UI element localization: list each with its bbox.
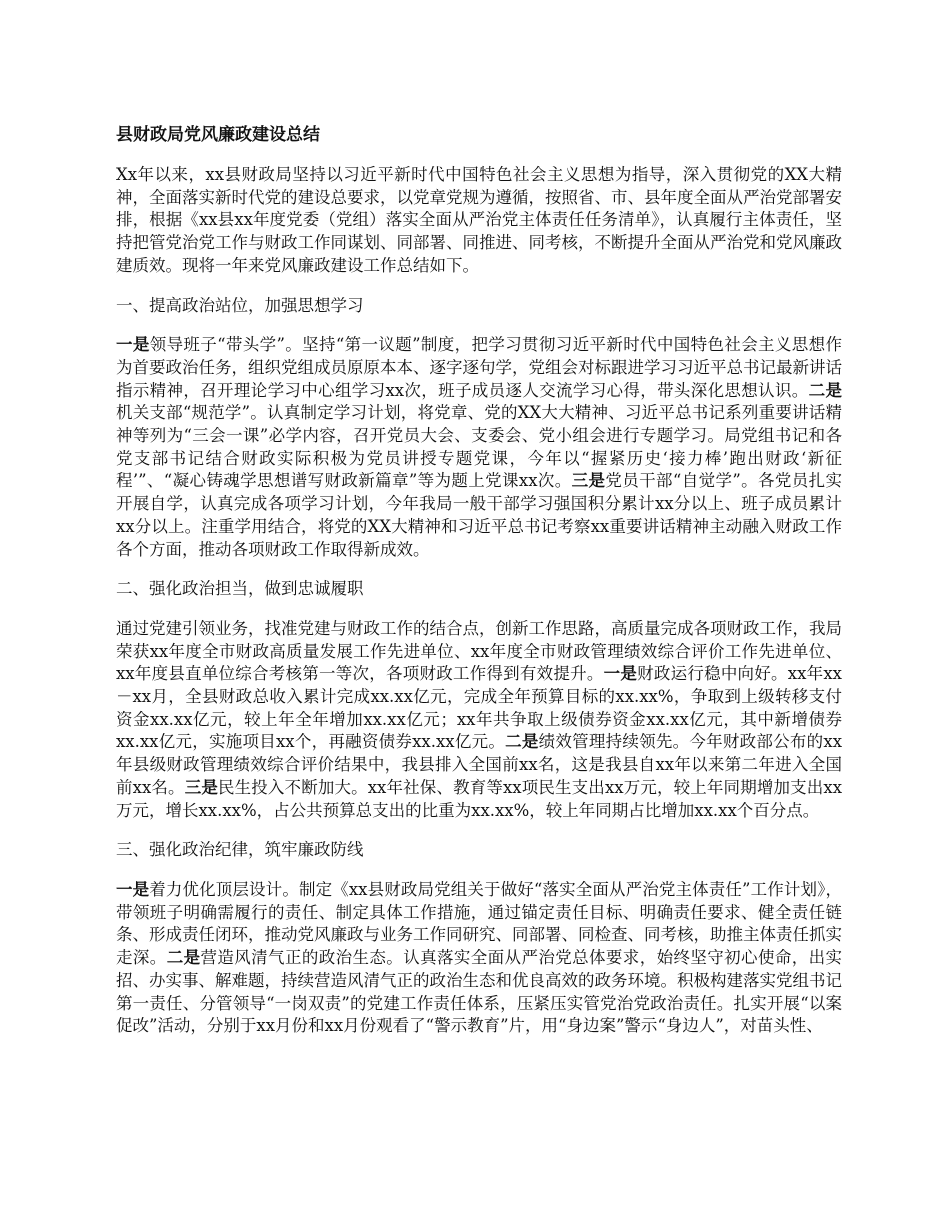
section-1-heading: 一、提高政治站位，加强思想学习 — [116, 295, 364, 315]
intro-paragraph: Xx年以来，xx县财政局坚持以习近平新时代中国特色社会主义思想为指导，深入贯彻党的XX大精神，全面落实新时代党的建设总要求，以党章党规为遵循，按照省、市、县年度全面从严治党部署安排，根据《xx县xx年度党委（党组）落实全面从严治党主体责任任务清单》，认真履行主体责任，坚持把管党治党工作与财政工作同谋划、同部署、同推进、同考核，不断提升全面从严治党和党风廉政建质效。现将一年来党风廉政建设工作总结如下。 — [116, 165, 842, 275]
section-3-text-1: 着力优化顶层设计。制定《xx县财政局党组关于做好“落实全面从严治党主体责任”工作计划》，带领班子明确需履行的责任、制定具体工作措施，通过锚定责任目标、明确责任要求、健全责任链条、形成责任闭环，推动党风廉政与业务工作同研究、同部署、同检查、同考核，助推主体责任抓实走深。 — [116, 879, 843, 968]
section-3-paragraph — [116, 879, 842, 1038]
section-2-text-1: 财政运行稳中向好。xx年xx－xx月，全县财政总收入累计完成xx.xx亿元，完成全年预算目标的xx.xx%，争取到上级转移支付资金xx.xx亿元，较上年全年增加xx.xx亿元；xx年共争取上级债券资金xx.xx亿元，其中新增债券xx.xx亿元，实施项目xx个，再融资债券xx.xx亿元。 — [116, 664, 842, 752]
keyword-first: 一是 — [603, 664, 638, 684]
section-3-heading: 三、强化政治纪律，筑牢廉政防线 — [116, 840, 364, 860]
section-2-text-0: 通过党建引领业务，找准党建与财政工作的结合点，创新工作思路，高质量完成各项财政工作，我局荣获xx年度全市财政高质量发展工作先进单位、xx年度全市财政管理绩效综合评价工作先进单位、xx年度县直单位综合考核第一等次，各项财政工作得到有效提升。 — [116, 618, 842, 684]
section-3-text-2: 营造风清气正的政治生态。认真落实全面从严治党总体要求，始终坚守初心使命，出实招、办实事、解难题，持续营造风清气正的政治生态和优良高效的政务环境。积极构建落实党组书记第一责任、分管领导“一岗双责”的党建工作责任体系，压紧压实管党治党政治责任。扎实开展“以案促改”活动，分别于xx月份和xx月份观看了“警示教育”片，用“身边案”警示“身边人”，对苗头性、 — [116, 948, 843, 1036]
document-page — [116, 124, 842, 1055]
section-2-paragraph — [116, 618, 842, 822]
document-title: 县财政局党风廉政建设总结 — [116, 125, 320, 145]
keyword-second: 二是 — [166, 948, 201, 968]
section-2-heading: 二、强化政治担当，做到忠诚履职 — [116, 579, 364, 599]
keyword-first: 一是 — [116, 335, 150, 355]
section-1-text-1: 领导班子“带头学”。坚持“第一议题”制度，把学习贯彻习近平新时代中国特色社会主义思想作为首要政治任务，组织党组成员原原本本、逐字逐句学，党组会对标跟进学习习近平总书记最新讲话指示精神，召开理论学习中心组学习xx次，班子成员逐人交流学习心得，带头深化思想认识。 — [116, 335, 842, 400]
keyword-third: 三是 — [184, 777, 218, 797]
section-1-paragraph — [116, 334, 842, 561]
keyword-second: 二是 — [808, 380, 842, 400]
section-2-text-3: 民生投入不断加大。xx年社保、教育等xx项民生支出xx万元，较上年同期增加支出xx万元，增长xx.xx%，占公共预算总支出的比重为xx.xx%，较上年同期占比增加xx.xx个百分点。 — [116, 777, 843, 820]
section-2-text-2: 绩效管理持续领先。今年财政部公布的xx年县级财政管理绩效综合评价结果中，我县排入全国前xx名，这是我县自xx年以来第二年进入全国前xx名。 — [116, 732, 843, 797]
section-1-text-2: 机关支部“规范学”。认真制定学习计划，将党章、党的XX大大精神、习近平总书记系列重要讲话精神等列为“三会一课”必学内容，召开党员大会、支委会、党小组会进行专题学习。局党组书记和各党支部书记结合财政实际积极为党员讲授专题党课，今年以“握紧历史‘接力棒’跑出财政‘新征程’”、“凝心铸魂学思想谱写财政新篇章”等为题上党课xx次。 — [116, 403, 842, 491]
keyword-third: 三是 — [571, 471, 606, 491]
keyword-second: 二是 — [505, 732, 539, 752]
section-1-text-3: 党员干部“自觉学”。各党员扎实开展自学，认真完成各项学习计划，今年我局一般干部学习强国积分累计xx分以上、班子成员累计xx分以上。注重学用结合，将党的XX大精神和习近平总书记考察xx重要讲话精神主动融入财政工作各个方面，推动各项财政工作取得新成效。 — [116, 471, 842, 559]
keyword-first: 一是 — [116, 879, 150, 899]
